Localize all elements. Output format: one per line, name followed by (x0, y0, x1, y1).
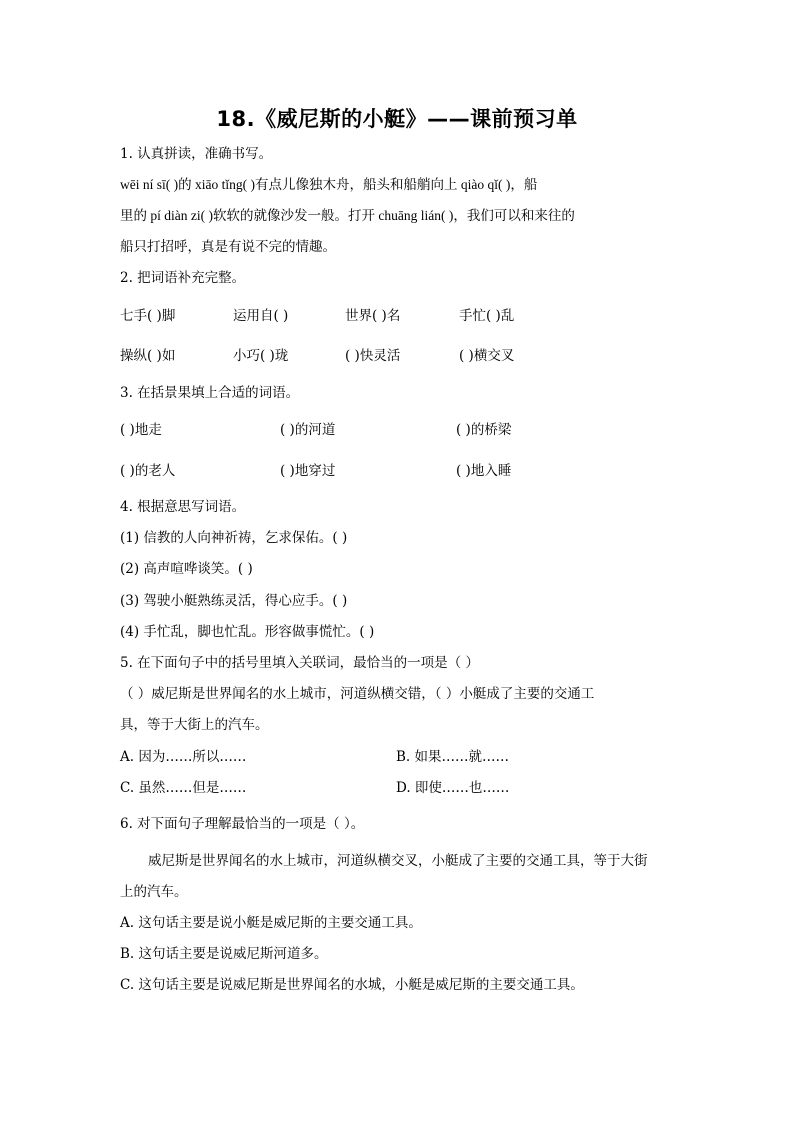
q4-item: (4) 手忙乱，脚也忙乱。形容做事慌忙。( ) (120, 624, 375, 640)
q6-option-c: C. 这句话主要是说威尼斯是世界闻名的水城，小艇是威尼斯的主要交通工具。 (120, 977, 584, 993)
page-title: 18.《威尼斯的小艇》——课前预习单 (216, 107, 578, 131)
q5-option-c: C. 虽然……但是…… (120, 780, 247, 796)
q5-sentence-2: 具，等于大街上的汽车。 (120, 717, 269, 733)
q2-idiom: 运用自( ) (233, 308, 289, 324)
q2-idiom: 小巧( )珑 (233, 348, 289, 364)
q2-idiom: 操纵( )如 (120, 348, 176, 364)
q3-phrase: ( )地穿过 (280, 463, 336, 479)
q2-idiom: 七手( )脚 (120, 308, 176, 324)
q5-option-a: A. 因为……所以…… (120, 749, 247, 765)
q2-idiom: 世界( )名 (345, 308, 401, 324)
q5-sentence-1: （ ）威尼斯是世界闻名的水上城市，河道纵横交错，（ ）小艇成了主要的交通工 (120, 686, 595, 702)
q4-item: (1) 信教的人向神祈祷，乞求保佑。( ) (120, 530, 348, 546)
q4-item: (2) 高声喧哗谈笑。( ) (120, 561, 253, 577)
q1-line-3: 船只打招呼，真是有说不完的情趣。 (120, 239, 336, 255)
q2-idiom: ( )横交叉 (459, 348, 515, 364)
q5-option-d: D. 即使……也…… (396, 780, 510, 796)
q6-quote-1: 威尼斯是世界闻名的水上城市，河道纵横交叉，小艇成了主要的交通工具，等于大街 (148, 853, 648, 869)
q2-idiom: ( )快灵活 (345, 348, 401, 364)
q2-heading: 2. 把词语补充完整。 (120, 270, 246, 286)
q3-phrase: ( )的老人 (120, 463, 176, 479)
q6-heading: 6. 对下面句子理解最恰当的一项是（ ）。 (120, 816, 365, 832)
q3-phrase: ( )地入睡 (456, 463, 512, 479)
q1-line-2: 里的 pí diàn zi( )软软的就像沙发一般。打开 chuāng lián( )，我们可以和来往的 (120, 208, 575, 223)
q2-idiom: 手忙( )乱 (459, 308, 515, 324)
q3-phrase: ( )的桥梁 (456, 422, 512, 438)
q4-heading: 4. 根据意思写词语。 (120, 499, 246, 515)
q3-phrase: ( )地走 (120, 422, 162, 438)
q6-quote-2: 上的汽车。 (120, 884, 188, 900)
q5-heading: 5. 在下面句子中的括号里填入关联词，最恰当的一项是（ ） (120, 655, 479, 671)
q5-option-b: B. 如果……就…… (396, 749, 510, 765)
q6-option-b: B. 这句话主要是说威尼斯河道多。 (120, 946, 328, 962)
q3-phrase: ( )的河道 (280, 422, 336, 438)
q4-item: (3) 驾驶小艇熟练灵活，得心应手。( ) (120, 593, 348, 609)
q3-heading: 3. 在括景果填上合适的词语。 (120, 385, 300, 401)
q1-line-1: wēi ní sī( )的 xiāo tǐng( )有点儿像独木舟，船头和船艄向上 qiào qǐ( )，船 (120, 177, 538, 192)
q1-heading: 1. 认真拼读，准确书写。 (120, 146, 273, 162)
q6-option-a: A. 这句话主要是说小艇是威尼斯的主要交通工具。 (120, 915, 422, 931)
